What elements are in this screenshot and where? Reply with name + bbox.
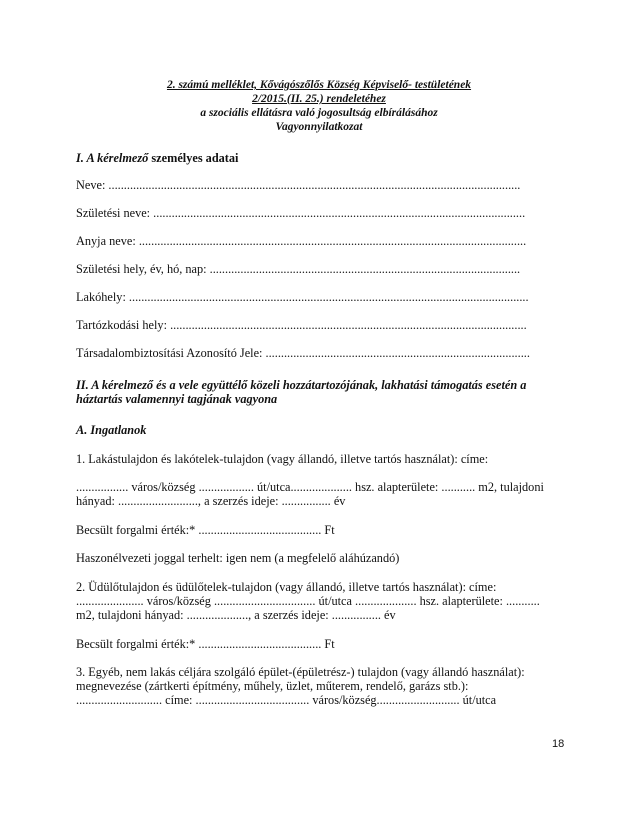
field-temporary-residence: Tartózkodási hely: ....................................................................................................................: [76, 318, 527, 332]
item-3-line-3: ............................ címe: ..................................... város/község........................... út/utca: [76, 693, 497, 707]
item-2-line-1: 2. Üdülőtulajdon és üdülőtelek-tulajdon (vagy állandó, illetve tartós használat): címe:: [76, 580, 497, 594]
item-1-line-2: ................. város/község .................. út/utca.................... hsz. alapterülete: ........... m2, tulajdoni: [76, 480, 544, 494]
header-line-3: a szociális ellátásra való jogosultság elbírálásához: [200, 107, 438, 119]
item-3-line-1: 3. Egyéb, nem lakás céljára szolgáló épület-(épületrész-) tulajdon (vagy állandó használat):: [76, 665, 525, 679]
header-line-2: 2/2015.(II. 25.) rendeletéhez: [252, 93, 386, 105]
item-1-encumbrance: Haszonélvezeti joggal terhelt: igen nem (a megfelelő aláhúzandó): [76, 551, 400, 565]
item-2-value: Becsült forgalmi érték:* ........................................ Ft: [76, 637, 335, 651]
section-1-title: I. A kérelmező személyes adatai: [76, 151, 239, 165]
item-2-line-2: ...................... város/község ................................. út/utca .................... hsz. alapterülete: ...........: [76, 594, 540, 608]
field-birth-name: Születési neve: .........................................................................................................................: [76, 206, 526, 220]
section-2-title-line-2: háztartás valamennyi tagjának vagyona: [76, 392, 278, 406]
header-line-4: Vagyonnyilatkozat: [275, 121, 363, 133]
item-2-line-3: m2, tulajdoni hányad: ...................., a szerzés ideje: ................ év: [76, 608, 396, 622]
field-residence: Lakóhely: ..................................................................................................................................: [76, 290, 529, 304]
field-social-security-number: Társadalombiztosítási Azonosító Jele: ......................................................................................: [76, 346, 530, 360]
field-birth-place-date: Születési hely, év, hó, nap: .....................................................................................................: [76, 262, 521, 276]
item-1-value: Becsült forgalmi érték:* ........................................ Ft: [76, 523, 335, 537]
section-2-title-line-1: II. A kérelmező és a vele együttélő közeli hozzátartozójának, lakhatási támogatás esetén a: [76, 378, 527, 392]
item-3-line-2: megnevezése (zártkerti építmény, műhely, üzlet, műterem, rendelő, garázs stb.):: [76, 679, 469, 693]
item-1-line-3: hányad: .........................., a szerzés ideje: ................ év: [76, 494, 346, 508]
page-number: 18: [552, 738, 565, 750]
field-name: Neve: ......................................................................................................................................: [76, 178, 521, 192]
field-mother-name: Anyja neve: ..............................................................................................................................: [76, 234, 527, 248]
header-line-1: 2. számú melléklet, Kővágószőlős Község Képviselő- testületének: [166, 79, 472, 91]
subsection-a-title: A. Ingatlanok: [76, 423, 147, 437]
item-1-line-1: 1. Lakástulajdon és lakótelek-tulajdon (vagy állandó, illetve tartós használat): címe:: [76, 452, 489, 466]
